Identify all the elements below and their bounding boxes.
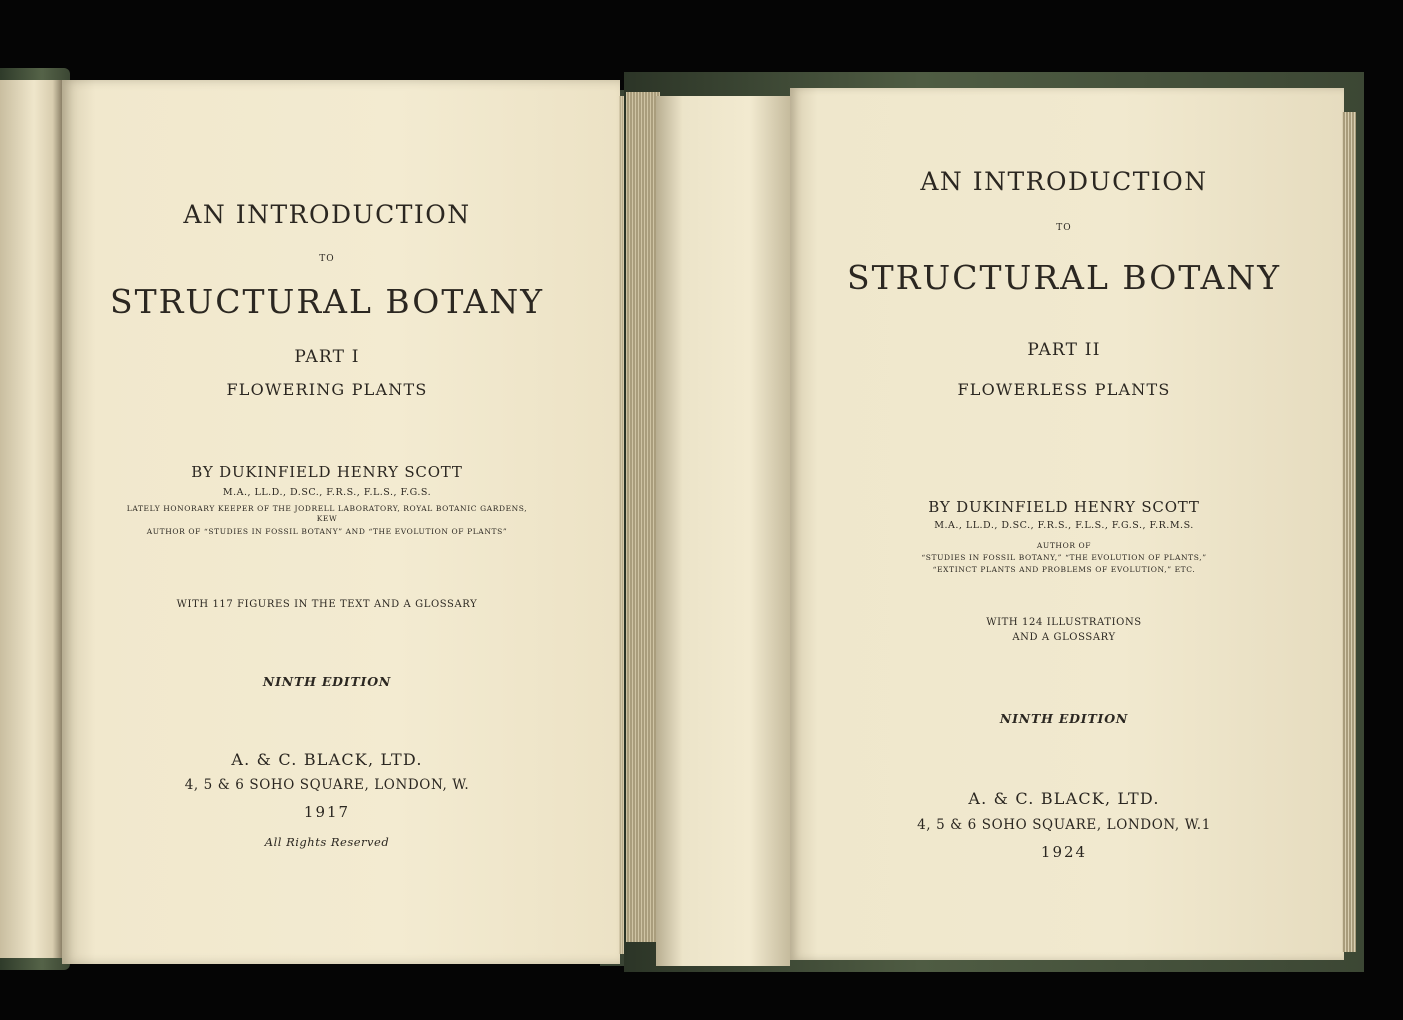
right-title: STRUCTURAL BOTANY xyxy=(846,258,1282,297)
right-to: TO xyxy=(1056,223,1072,233)
right-part: PART II xyxy=(1027,340,1101,360)
left-address: 4, 5 & 6 SOHO SQUARE, LONDON, W. xyxy=(184,777,470,793)
left-edition: NINTH EDITION xyxy=(262,674,392,689)
right-subtitle: FLOWERLESS PLANTS xyxy=(957,380,1171,399)
left-book-facing-leaf xyxy=(0,80,62,958)
right-works-line2: “EXTINCT PLANTS AND PROBLEMS OF EVOLUTION,” ETC. xyxy=(932,565,1196,574)
right-intro: AN INTRODUCTION xyxy=(920,167,1208,196)
right-publisher: A. & C. BLACK, LTD. xyxy=(968,789,1160,808)
left-title: STRUCTURAL BOTANY xyxy=(109,282,545,321)
left-subtitle: FLOWERING PLANTS xyxy=(226,380,428,399)
right-degrees: M.A., LL.D., D.SC., F.R.S., F.L.S., F.G.S., F.R.M.S. xyxy=(934,520,1194,531)
right-book-facing-leaf xyxy=(656,96,790,966)
left-figures: WITH 117 FIGURES IN THE TEXT AND A GLOSSARY xyxy=(176,599,478,610)
right-illustrations-line2: AND A GLOSSARY xyxy=(1012,632,1116,643)
right-edition: NINTH EDITION xyxy=(999,711,1129,726)
right-author: BY DUKINFIELD HENRY SCOTT xyxy=(928,498,1200,516)
left-works-line: AUTHOR OF “STUDIES IN FOSSIL BOTANY” AND “THE EVOLUTION OF PLANTS” xyxy=(146,527,508,536)
left-intro: AN INTRODUCTION xyxy=(183,200,471,229)
left-publisher: A. & C. BLACK, LTD. xyxy=(231,750,423,769)
right-book-fore-edge xyxy=(1342,112,1356,952)
right-illustrations-line1: WITH 124 ILLUSTRATIONS xyxy=(986,617,1142,628)
left-author: BY DUKINFIELD HENRY SCOTT xyxy=(191,463,463,481)
right-author-of: AUTHOR OF xyxy=(1036,541,1092,550)
left-year: 1917 xyxy=(303,803,351,821)
left-position-line1: LATELY HONORARY KEEPER OF THE JODRELL LABORATORY, ROYAL BOTANIC GARDENS, xyxy=(126,504,528,513)
right-year: 1924 xyxy=(1040,843,1088,861)
left-rights: All Rights Reserved xyxy=(264,835,390,849)
right-address: 4, 5 & 6 SOHO SQUARE, LONDON, W.1 xyxy=(917,817,1211,833)
left-position-line2: KEW xyxy=(316,514,338,523)
left-part: PART I xyxy=(294,347,360,367)
right-book-page-edges xyxy=(626,92,660,942)
right-works-line1: “STUDIES IN FOSSIL BOTANY,” “THE EVOLUTION OF PLANTS,” xyxy=(921,553,1207,562)
left-degrees: M.A., LL.D., D.SC., F.R.S., F.L.S., F.G.S. xyxy=(222,487,432,498)
left-to: TO xyxy=(319,254,335,264)
